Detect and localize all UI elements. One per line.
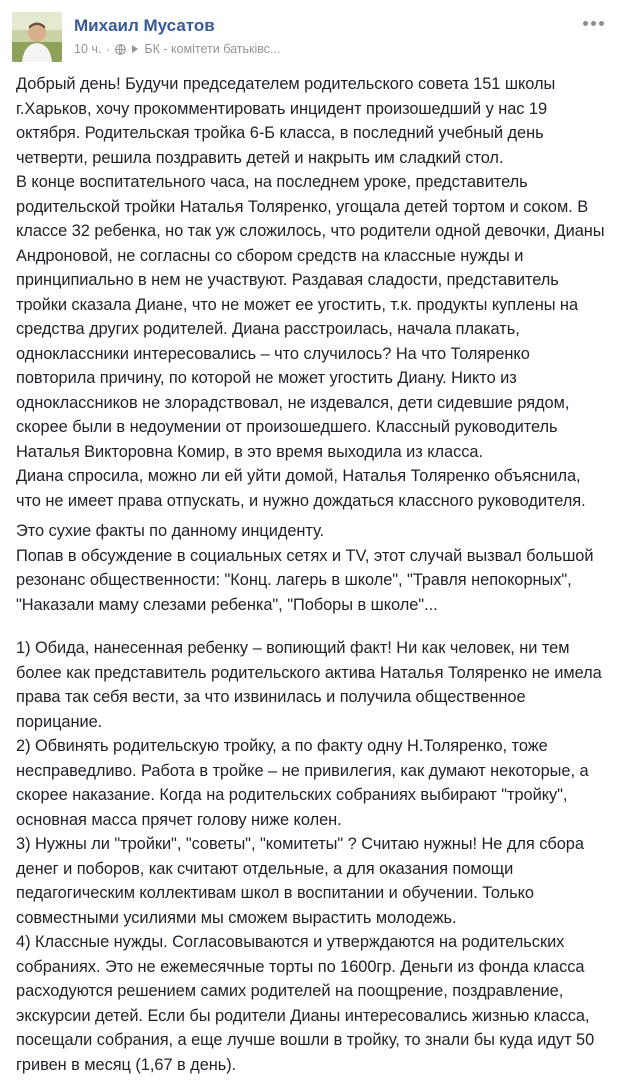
author-name[interactable]: Михаил Мусатов — [74, 16, 215, 35]
post-paragraph-2: Это сухие факты по данному инциденту. Попав в обсуждение в социальных сетях и TV, этот случай вызвал большой резонанс общественности: "Конц. лагерь в школе", "Травля непокорных", "Наказали маму слезами ребенка", "Поборы в школе"... — [16, 522, 594, 614]
post-meta — [74, 42, 280, 56]
more-dots-icon — [583, 21, 588, 26]
post-time[interactable]: 10 ч. — [74, 42, 102, 56]
post-header — [12, 10, 608, 62]
post-paragraph-1: Добрый день! Будучи председателем родительского совета 151 школы г.Харьков, хочу прокомментировать инцидент произошедший у нас 19 октября. Родительская тройка 6-Б класса, в последний учебный день четверти, решила поздравить детей и накрыть им сладкий стол. В конце воспитательного часа, на последнем уроке, представитель родительской тройки Наталья Толяренко, угощала детей тортом и соком. В классе 32 ребенка, но так уж сложилось, что родители одной девочки, Дианы Андроновой, не согласны со сбором средств на классные нужды и принципиально в нем не участвуют. Раздавая сладости, представитель тройки сказала Диане, что не может ее угостить, т.к. продукты куплены на средства других родителей. Диана расстроилась, начала плакать, одноклассники интересовались – что случилось? На что Толяренко повторила причину, по которой не может угостить Диану. Никто из одноклассников не злорадствовал, не издевался, дети сидевшие рядом, скорее были в недоумении от произошедшего. Классный руководитель Наталья Викторовна Комир, в это время выходила из класса. Диана спросила, можно ли ей уйти домой, Наталья Толяренко объяснила, что не имеет права отпускать, и нужно дождаться классного руководителя. — [16, 75, 605, 510]
avatar-photo — [12, 12, 62, 62]
post-paragraph-3: 1) Обида, нанесенная ребенку – вопиющий факт! Ни как человек, ни тем более как представитель родительского актива Наталья Толяренко не имела права так себя вести, за что извинилась и получила общественное порицание. 2) Обвинять родительскую тройку, а по факту одну Н.Толяренко, тоже несправедливо. Работа в тройке – не привилегия, как думают некоторые, а скорее наказание. Когда на родительских собраниях выбирают "тройку", основная масса прячет голову ниже колен. 3) Нужны ли "тройки", "советы", "комитеты" ? Считаю нужны! Не для сбора денег и поборов, как считают отдельные, а для оказания помощи педагогическим коллективам школ в воспитании и обучении. Только совместными усилиями мы сможем вырастить молодежь. 4) Классные нужды. Согласовываются и утверждаются на родительских собраниях. Это не ежемесячные торты по 1600гр. Деньги из фонда класса расходуются решением самих родителей на поощрение, поздравление, экскурсии детей. Если бы родители Дианы интересовались жизнью класса, посещали собрания, а еще лучше вошли в тройку, то знали бы куда идут 50 гривен в месяц (1,67 в день). — [16, 639, 602, 1074]
author-avatar[interactable] — [12, 12, 62, 62]
meta-separator: · — [106, 42, 111, 56]
more-options-button[interactable] — [580, 14, 606, 32]
play-arrow-icon — [131, 44, 139, 54]
globe-icon — [115, 44, 126, 55]
group-link[interactable]: БК - комітети батьківс... — [144, 42, 281, 56]
post-body — [16, 72, 606, 1077]
